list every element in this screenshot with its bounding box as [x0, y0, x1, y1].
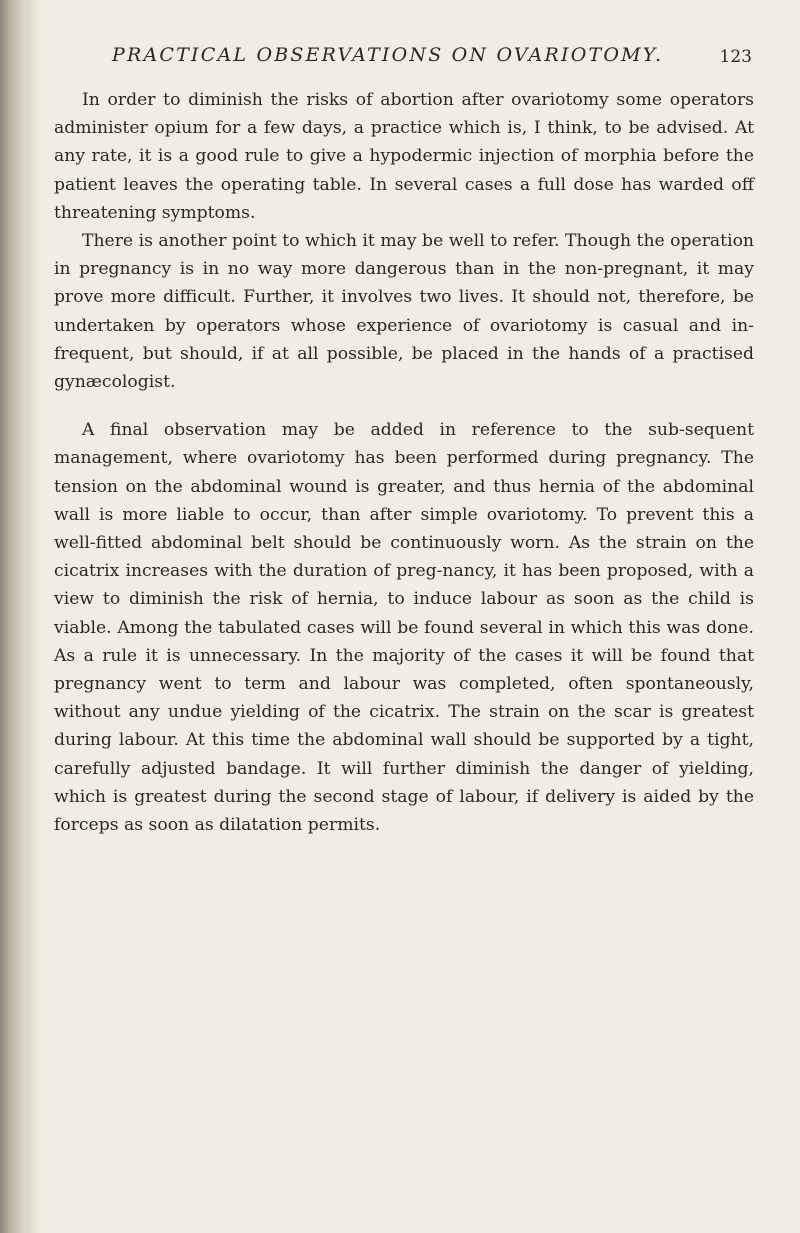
- running-title: PRACTICAL OBSERVATIONS ON OVARIOTOMY.: [112, 44, 664, 66]
- paragraph-subsequent-management: A final observation may be added in reference to the sub-sequent management, where ovariotomy has been performed during pregnancy. The tension on the abdominal wound is greater, and thus hernia of the abdominal wall is more liable to occur, than after simple ovariotomy. To prevent this a well-fitted abdominal belt should be continuously worn. As the strain on the cicatrix increases with the duration of preg-nancy, it has been proposed, with a view to diminish the risk of hernia, to induce labour as soon as the child is viable. Among the tabulated cases will be found several in which this was done. As a rule it is unnecessary. In the majority of the cases it will be found that pregnancy went to term and labour was completed, often spontaneously, without any undue yielding of the cicatrix. The strain on the scar is greatest during labour. At this time the abdominal wall should be supported by a tight, carefully adjusted bandage. It will further diminish the danger of yielding, which is greatest during the second stage of labour, if delivery is aided by the forceps as soon as dilatation permits.: [54, 420, 754, 836]
- running-head: [112, 44, 752, 76]
- page-number: 123: [719, 47, 752, 67]
- paragraph-operator-experience: There is another point to which it may be well to refer. Though the operation in pregnancy is in no way more dangerous than in the non-pregnant, it may prove more difficult. Further, it involves two lives. It should not, therefore, be undertaken by operators whose experience of ovariotomy is casual and in-frequent, but should, if at all possible, be placed in the hands of a practised gynæcologist.: [54, 231, 754, 393]
- paragraph-opium: In order to diminish the risks of abortion after ovariotomy some operators administer opium for a few days, a practice which is, I think, to be advised. At any rate, it is a good rule to give a hypodermic injection of morphia before the patient leaves the operating table. In several cases a full dose has warded off threatening symptoms.: [54, 90, 754, 223]
- body-text: [54, 86, 754, 839]
